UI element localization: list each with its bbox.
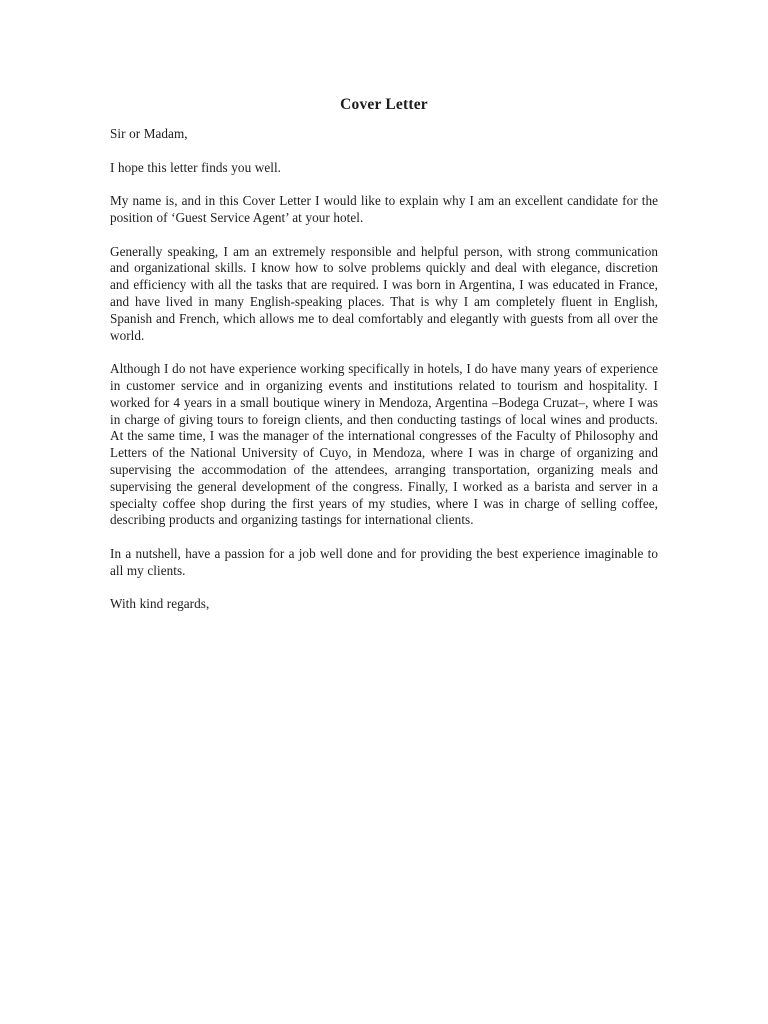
opening-line: I hope this letter finds you well. [110,159,282,175]
paragraph-intro: My name is, and in this Cover Letter I would like to explain why I am an excellent candidate for the position of ‘Guest Service Agent’ at your hotel. [110,193,658,225]
paragraph-closing-statement: In a nutshell, have a passion for a job well done and for providing the best experience imaginable to all my clients. [110,545,658,578]
page-title: Cover Letter [340,96,428,114]
paragraph-experience: Although I do not have experience working specifically in hotels, I do have many years of experience in customer service and in organizing events and institutions related to tourism and hospitality. I worked for 4 years in a small boutique winery in Mendoza, Argentina –Bodega Cruzat–, where I was in charge of giving tours to foreign clients, and then conducting tastings of local wines and products. At the same time, I was the manager of the international congresses of the Faculty of Philosophy and Letters of the National University of Cuyo, in Mendoza, where I was in charge of organizing and supervising the accommodation of the attendees, arranging transportation, organizing meals and supervising the general development of the congress. Finally, I worked as a barista and server in a specialty coffee shop during the first years of my studies, where I was in charge of selling coffee, describing products and organizing tastings for international clients. [110,361,658,528]
sign-off: With kind regards, [110,596,210,612]
salutation: Sir or Madam, [110,126,188,141]
paragraph-profile: Generally speaking, I am an extremely responsible and helpful person, with strong communication and organizational skills. I know how to solve problems quickly and deal with elegance, discretion and efficiency with all the tasks that are required. I was born in Argentina, I was educated in France, and have lived in many English-speaking places. That is why I am completely fluent in English, Spanish and French, which allows me to deal comfortably and elegantly with guests from all over the world. [110,243,658,343]
letter-body [110,126,658,613]
